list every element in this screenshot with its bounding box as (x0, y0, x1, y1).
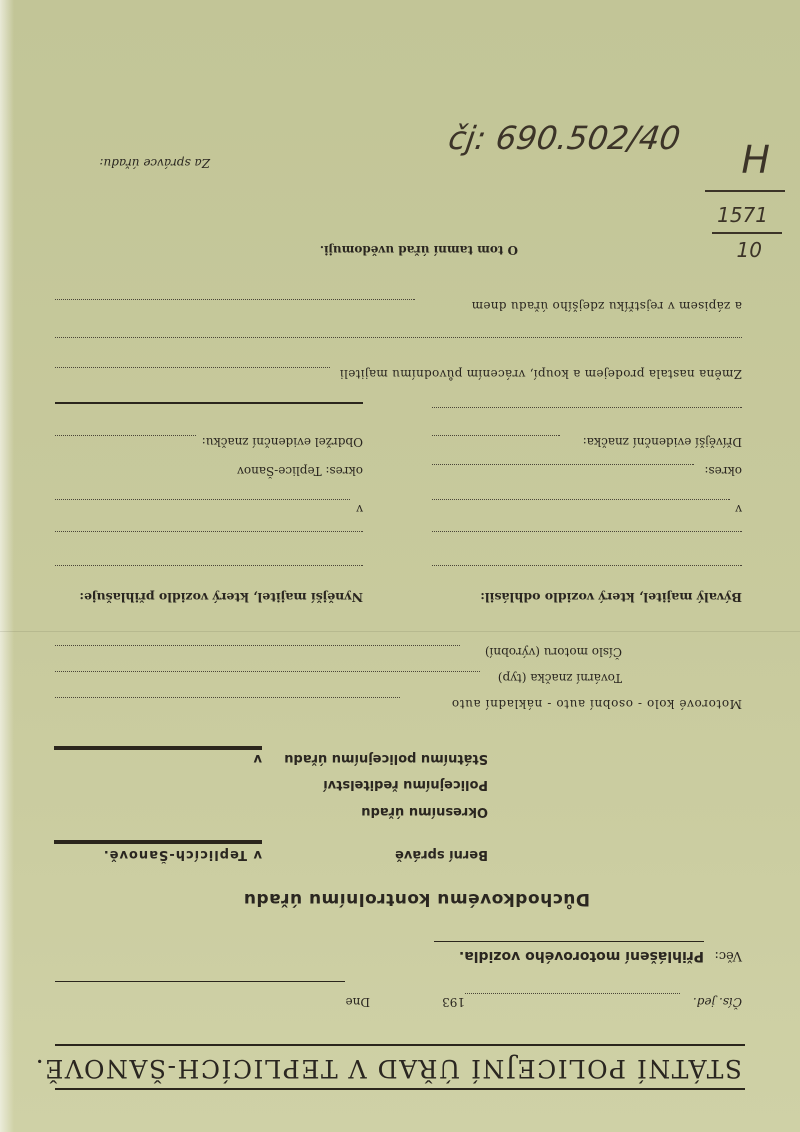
subject-underline (434, 941, 704, 942)
addressee-4: Policejnímu ředitelství (323, 777, 488, 792)
addressee-2-suffix: v Teplicích-Šanově. (102, 847, 262, 862)
engine-field[interactable] (55, 645, 460, 646)
handwritten-mark-rule-1 (705, 190, 785, 192)
vehicle-type-field[interactable] (55, 697, 400, 698)
addressee-1: Důchodkovému kontrolnímu úřadu (243, 889, 590, 909)
subject-label: Věc: (714, 948, 742, 963)
handwritten-mark-rule-2 (712, 232, 782, 234)
new-v-field[interactable] (55, 499, 350, 500)
header-rule-top (55, 1088, 745, 1090)
former-extra-line[interactable] (432, 407, 742, 408)
date-field[interactable] (55, 981, 345, 982)
handwritten-mark-numerator: 1571 (717, 203, 768, 227)
former-okres-field[interactable] (432, 464, 694, 465)
addressee-3: Okresnímu úřadu (361, 804, 488, 819)
vehicle-type: Motorové kolo - osobní auto - nákladní auto (451, 697, 742, 711)
registry-date-field[interactable] (55, 299, 415, 300)
subject-value: Přihlášení motorového vozidla. (458, 948, 704, 964)
addressee-5-rule (54, 746, 262, 750)
addressee-5: Státnímu policejnímu úřadu (284, 751, 488, 766)
brand-field[interactable] (55, 671, 480, 672)
header-rule-bottom (55, 1044, 745, 1046)
new-extra-line (55, 402, 363, 404)
fold-crease (0, 631, 800, 632)
former-plate-field[interactable] (432, 435, 560, 436)
new-plate-label: Obdržel evidenční značku: (201, 435, 363, 449)
handwritten-mark-letter: H (741, 138, 770, 182)
brand-label: Tovární značka (typ) (497, 671, 622, 685)
new-v-label: v (356, 502, 363, 516)
dne-label: Dne (345, 995, 370, 1009)
handwritten-reference: čj: 690.502/40 (446, 119, 683, 157)
change-reason-field[interactable] (55, 367, 330, 368)
former-v-label: v (735, 502, 742, 516)
new-owner-line-2[interactable] (55, 531, 363, 532)
new-owner-line-1[interactable] (55, 565, 363, 566)
new-owner-heading: Nynější majitel, který vozidlo přihlašuje: (79, 590, 363, 605)
addressee-2-rule (54, 840, 262, 844)
year-label: 193 (442, 995, 465, 1009)
page-title: STÁTNÍ POLICEJNÍ ÚŘAD V TEPLICÍCH-ŠANOVĚ. (34, 1054, 742, 1083)
notify-text: O tom tamní úřad uvědomuji. (319, 243, 518, 257)
signature-label: Za správce úřadu: (99, 156, 210, 170)
new-okres: okres: Teplice-Šanov (237, 464, 363, 478)
former-plate-label: Dřívější evidenční značka: (582, 435, 742, 449)
new-plate-field[interactable] (55, 435, 196, 436)
former-owner-heading: Bývalý majitel, který vozidlo odhlásil: (480, 590, 742, 605)
handwritten-mark-denominator: 10 (736, 238, 762, 262)
cis-jed-field[interactable] (465, 993, 680, 994)
former-owner-line-2[interactable] (432, 531, 742, 532)
engine-label: Číslo motoru (výrobní) (484, 645, 622, 659)
former-v-field[interactable] (432, 499, 730, 500)
registry-text: a zápisem v rejstříku zdejšího úřadu dnem (471, 299, 742, 313)
addressee-2: Berní správě (395, 847, 488, 862)
former-okres-label: okres: (704, 464, 742, 478)
addressee-5-suffix: v (253, 751, 262, 766)
cis-jed-label: Čís. jed. (692, 995, 742, 1009)
change-reason: Změna nastala prodejem a koupí, vrácením původnímu majiteli (339, 367, 742, 381)
change-line-2[interactable] (55, 337, 742, 338)
former-owner-line-1[interactable] (432, 565, 742, 566)
